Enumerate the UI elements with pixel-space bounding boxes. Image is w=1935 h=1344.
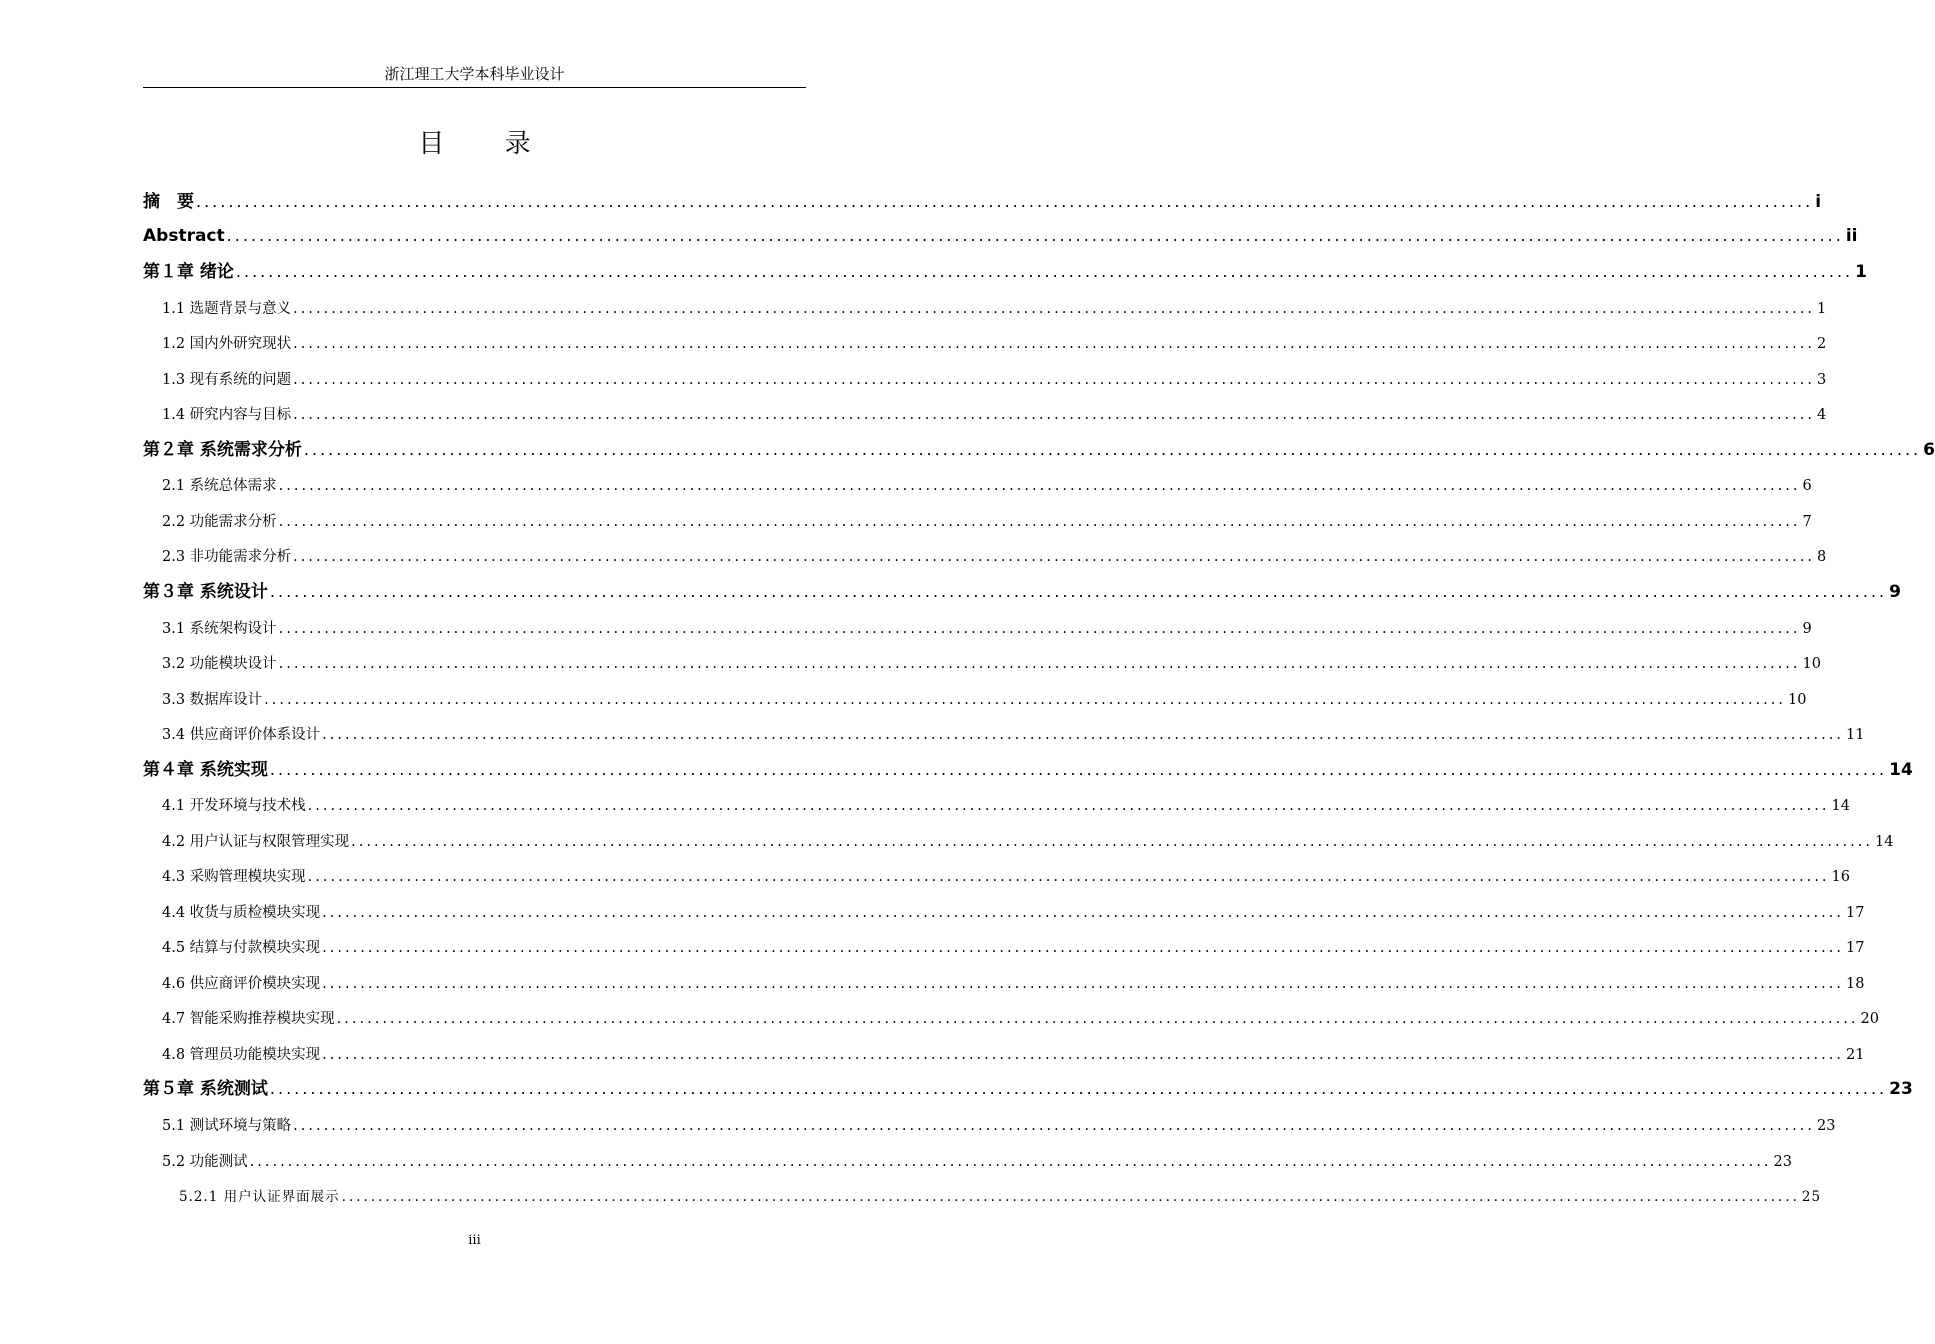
toc-entry[interactable]	[143, 538, 1827, 568]
toc-leader-dots: ........................................................................................................................................................................................................	[293, 1118, 1815, 1134]
toc-entry[interactable]	[143, 218, 1858, 248]
toc-leader-dots: ........................................................................................................................................................................................................	[307, 869, 1830, 885]
toc-entry[interactable]	[143, 645, 1821, 675]
toc-entry-label: Abstract	[143, 226, 225, 246]
toc-leader-dots: ........................................................................................................................................................................................................	[269, 760, 1888, 779]
toc-entry-page: 2	[1817, 333, 1826, 355]
toc-leader-dots: ........................................................................................................................................................................................................	[322, 976, 1844, 992]
toc-leader-dots: ........................................................................................................................................................................................................	[278, 656, 1801, 672]
toc-entry[interactable]	[143, 716, 1865, 746]
toc-entry-label: 4.3 采购管理模块实现	[162, 866, 306, 888]
toc-entry-page: 11	[1846, 724, 1864, 746]
toc-entry-page: 18	[1846, 973, 1864, 995]
toc-entry[interactable]	[143, 858, 1850, 888]
toc-entry-label: 2.1 系统总体需求	[162, 475, 277, 497]
toc-entry-label: 4.2 用户认证与权限管理实现	[162, 831, 349, 853]
toc-entry-label: 3.4 供应商评价体系设计	[162, 724, 320, 746]
toc-entry-page: 23	[1889, 1079, 1913, 1099]
toc-entry[interactable]	[143, 432, 1935, 462]
toc-leader-dots: ........................................................................................................................................................................................................	[322, 1047, 1844, 1063]
toc-leader-dots: ........................................................................................................................................................................................................	[293, 336, 1815, 352]
toc-entry[interactable]	[143, 894, 1865, 924]
toc-entry-page: 16	[1832, 866, 1850, 888]
toc-entry[interactable]	[143, 1036, 1865, 1066]
toc-entry-label: 2.3 非功能需求分析	[162, 546, 291, 568]
toc-entry-label: 4.4 收货与质检模块实现	[162, 902, 320, 924]
toc-leader-dots: ........................................................................................................................................................................................................	[322, 905, 1844, 921]
toc-entry-label: 1.2 国内外研究现状	[162, 333, 291, 355]
toc-entry[interactable]	[143, 965, 1865, 995]
toc-title: 目 录	[418, 129, 557, 159]
toc-entry[interactable]	[143, 361, 1827, 391]
toc-entry-page: 10	[1788, 689, 1806, 711]
page-number: iii	[468, 1233, 481, 1248]
toc-entry-page: 8	[1817, 546, 1826, 568]
toc-entry[interactable]	[143, 929, 1865, 959]
toc-entry-page: 25	[1802, 1186, 1821, 1208]
toc-entry-page: 9	[1803, 618, 1812, 640]
toc-entry-label: 3.1 系统架构设计	[162, 618, 277, 640]
page-header: 浙江理工大学本科毕业设计	[384, 65, 565, 83]
toc-entry-label: 1.3 现有系统的问题	[162, 369, 291, 391]
toc-entry-page: 6	[1803, 475, 1812, 497]
toc-entry-label: 3.3 数据库设计	[162, 689, 262, 711]
toc-entry[interactable]	[143, 610, 1812, 640]
toc-entry-label: 第１章 绪论	[143, 262, 234, 282]
toc-entry-page: 1	[1855, 262, 1867, 282]
toc-entry-label: 第２章 系统需求分析	[143, 440, 302, 460]
toc-leader-dots: ........................................................................................................................................................................................................	[235, 262, 1854, 281]
toc-leader-dots: ........................................................................................................................................................................................................	[278, 514, 1801, 530]
toc-entry-label: 5.2 功能测试	[162, 1151, 248, 1173]
toc-entry-page: 23	[1817, 1115, 1835, 1137]
toc-entry-page: 7	[1803, 511, 1812, 533]
toc-entry-page: 23	[1774, 1151, 1792, 1173]
toc-entry[interactable]	[143, 290, 1827, 320]
toc-entry-page: 3	[1817, 369, 1826, 391]
header-rule	[143, 87, 806, 88]
toc-entry-page: 21	[1846, 1044, 1864, 1066]
toc-leader-dots: ........................................................................................................................................................................................................	[269, 582, 1888, 601]
toc-entry[interactable]	[143, 823, 1894, 853]
toc-entry-page: 6	[1923, 440, 1935, 460]
toc-entry[interactable]	[143, 681, 1807, 711]
toc-leader-dots: ........................................................................................................................................................................................................	[293, 372, 1815, 388]
toc-leader-dots: ........................................................................................................................................................................................................	[269, 1079, 1888, 1098]
toc-entry-page: 4	[1817, 404, 1826, 426]
toc-entry[interactable]	[143, 574, 1901, 604]
toc-entry-label: 3.2 功能模块设计	[162, 653, 277, 675]
toc-entry-page: i	[1815, 192, 1822, 212]
toc-entry-label: 第３章 系统设计	[143, 582, 268, 602]
toc-leader-dots: ........................................................................................................................................................................................................	[264, 692, 1786, 708]
toc-leader-dots: ........................................................................................................................................................................................................	[322, 940, 1844, 956]
toc-entry[interactable]	[143, 503, 1812, 533]
toc-leader-dots: ........................................................................................................................................................................................................	[293, 407, 1815, 423]
toc-leader-dots: ........................................................................................................................................................................................................	[293, 301, 1815, 317]
toc-entry-label: 1.4 研究内容与目标	[162, 404, 291, 426]
toc-entry[interactable]	[143, 752, 1913, 782]
toc-leader-dots: ........................................................................................................................................................................................................	[351, 834, 1873, 850]
toc-leader-dots: ........................................................................................................................................................................................................	[336, 1011, 1859, 1027]
toc-leader-dots: ........................................................................................................................................................................................................	[307, 798, 1830, 814]
toc-entry-page: 20	[1861, 1008, 1879, 1030]
toc-entry-label: 第４章 系统实现	[143, 760, 268, 780]
toc-entry-page: 17	[1846, 902, 1864, 924]
toc-entry-page: 1	[1817, 298, 1826, 320]
toc-entry-label: 5.1 测试环境与策略	[162, 1115, 291, 1137]
toc-leader-dots: ........................................................................................................................................................................................................	[278, 478, 1801, 494]
toc-entry-page: 10	[1803, 653, 1821, 675]
toc-entry[interactable]	[143, 396, 1827, 426]
toc-leader-dots: ........................................................................................................................................................................................................	[249, 1154, 1772, 1170]
toc-entry-page: 17	[1846, 937, 1864, 959]
toc-entry[interactable]	[143, 1107, 1836, 1137]
toc-leader-dots: ........................................................................................................................................................................................................	[226, 226, 1844, 245]
toc-leader-dots: ........................................................................................................................................................................................................	[293, 549, 1815, 565]
toc-entry-page: 14	[1875, 831, 1893, 853]
toc-entry[interactable]	[143, 1000, 1879, 1030]
toc-entry[interactable]	[143, 1178, 1822, 1208]
toc-entry-page: ii	[1845, 226, 1858, 246]
toc-entry[interactable]	[143, 787, 1850, 817]
toc-entry-page: 14	[1832, 795, 1850, 817]
toc-leader-dots: ........................................................................................................................................................................................................	[196, 192, 1814, 211]
toc-entry-label: 1.1 选题背景与意义	[162, 298, 291, 320]
toc-leader-dots: ........................................................................................................................................................................................................	[278, 621, 1801, 637]
toc-entry-label: 第５章 系统测试	[143, 1079, 268, 1099]
toc-leader-dots: ........................................................................................................................................................................................................	[322, 727, 1844, 743]
toc-entry-page: 9	[1889, 582, 1901, 602]
toc-entry[interactable]	[143, 184, 1822, 214]
toc-entry-page: 14	[1889, 760, 1913, 780]
toc-entry[interactable]	[143, 467, 1812, 497]
toc-entry[interactable]	[143, 325, 1827, 355]
toc-entry-label: 2.2 功能需求分析	[162, 511, 277, 533]
toc-entry[interactable]	[143, 1143, 1792, 1173]
toc-leader-dots: ........................................................................................................................................................................................................	[303, 440, 1922, 459]
toc-entry-label: 摘 要	[143, 192, 194, 212]
toc-leader-dots: ........................................................................................................................................................................................................	[341, 1189, 1800, 1205]
toc-entry-label: 5.2.1 用户认证界面展示	[179, 1186, 340, 1208]
toc-entry-label: 4.6 供应商评价模块实现	[162, 973, 320, 995]
toc-entry[interactable]	[143, 1071, 1913, 1101]
toc-entry-label: 4.5 结算与付款模块实现	[162, 937, 320, 959]
toc-entry-label: 4.8 管理员功能模块实现	[162, 1044, 320, 1066]
toc-entry-label: 4.1 开发环境与技术栈	[162, 795, 306, 817]
toc-entry[interactable]	[143, 254, 1867, 284]
toc-entry-label: 4.7 智能采购推荐模块实现	[162, 1008, 335, 1030]
